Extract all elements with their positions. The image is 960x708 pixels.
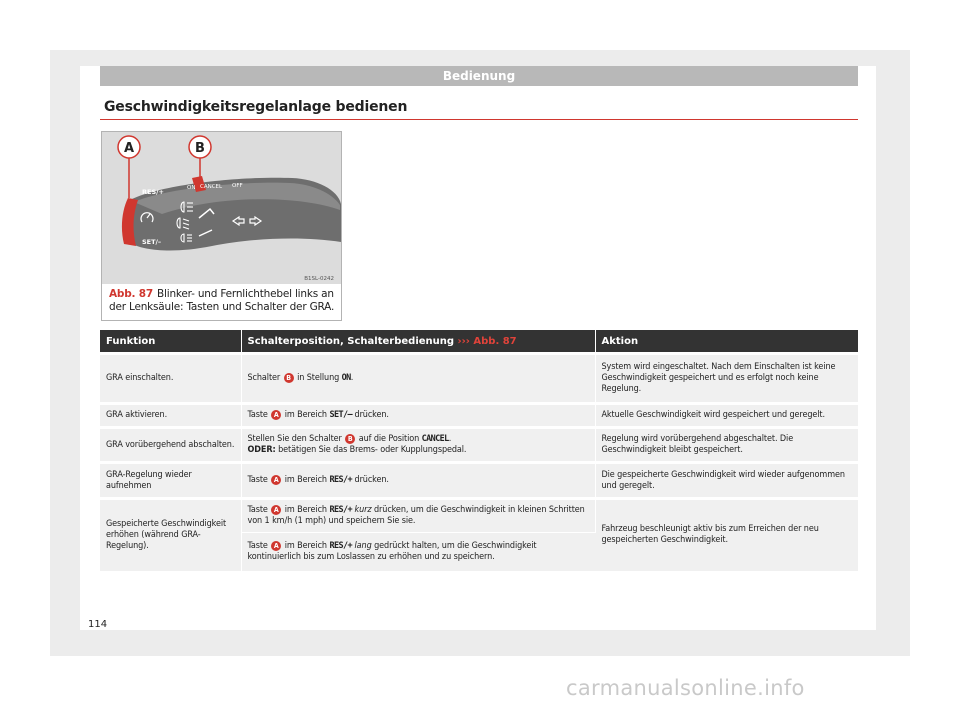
cell-schalter [241,404,595,428]
text-segment: gedrückt halten, um die Geschwindigkeit kontinuierlich bis zum Loslassen zu erhöhen und zu speichern. [247,540,537,562]
section-title: Geschwindigkeitsregelanlage bedienen [104,99,408,115]
emphasis-kurz: kurz [354,505,372,515]
callout-a-label: A [123,141,135,156]
cell-funktion: GRA aktivieren. [100,404,241,428]
text-segment: . [448,434,452,444]
lever-drawing [102,132,341,284]
cell-schalter [241,533,595,571]
figure-caption [109,288,337,314]
cell-aktion: Regelung wird vorübergehend abgeschaltet. Die Geschwindigkeit bleibt gespeichert. [595,428,858,463]
switch-b-badge: B [345,434,355,444]
text-segment: in Stellung [297,373,340,383]
lever-set-label: SET/– [142,238,162,246]
table-row [100,463,858,499]
text-segment: drücken, um die Geschwindigkeit in kleinen Schritten von 1 km/h (1 mph) und speichern Sie sie. [247,505,585,526]
display-text-res: RES/+ [329,505,353,515]
cell-funktion: GRA vorübergehend abschalten. [100,428,241,463]
watermark: carmanualsonline.info [566,676,805,700]
table-header-row [100,330,858,354]
text-segment: Stellen Sie den Schalter [247,434,342,444]
button-a-badge: A [271,475,281,485]
text-segment: drücken. [354,475,389,485]
cell-aktion: Die gespeicherte Geschwindigkeit wird wieder aufgenommen und geregelt. [595,463,858,499]
emphasis-lang: lang [354,540,372,551]
callout-b-label: B [195,141,205,156]
text-segment: im Bereich [284,410,327,420]
cell-funktion: GRA einschalten. [100,354,241,404]
table-row [100,354,858,404]
switch-off-label: OFF [232,183,243,189]
cell-schalter [241,463,595,499]
table-row [100,499,858,533]
switch-on-label: ON [187,185,196,191]
text-segment: drücken. [354,410,389,420]
text-segment: im Bereich [284,540,327,551]
text-segment: im Bereich [284,475,327,485]
cell-schalter [241,499,595,533]
display-text-cancel: CANCEL [421,434,449,444]
display-text-res: RES/+ [329,540,353,551]
cell-aktion: Aktuelle Geschwindigkeit wird gespeichert und geregelt. [595,404,858,428]
cell-aktion: Fahrzeug beschleunigt aktiv bis zum Erreichen der neu gespeicherten Geschwindigkeit. [595,499,858,571]
figure-87 [101,131,342,321]
figure-code: B1SL-0242 [304,276,334,282]
button-a-badge: A [271,410,281,420]
cell-funktion: GRA-Regelung wieder aufnehmen [100,463,241,499]
text-segment: Taste [247,410,268,420]
header-funktion: Funktion [100,330,241,354]
header-aktion: Aktion [595,330,858,354]
page-number: 114 [88,619,108,630]
switch-cancel-label: CANCEL [200,184,223,190]
button-a-badge: A [271,505,281,515]
chapter-header: Bedienung [100,66,858,86]
header-schalter-text: Schalterposition, Schalterbedienung [247,335,455,347]
text-segment: . [350,373,354,383]
text-segment: Taste [247,540,268,551]
text-segment: betätigen Sie das Brems- oder Kupplungspedal. [278,445,467,455]
cell-funktion: Gespeicherte Geschwindigkeit erhöhen (während GRA-Regelung). [100,499,241,571]
caption-text: Blinker- und Fernlichthebel links an der Lenksäule: Tasten und Schalter der GRA. [109,288,335,313]
cell-schalter [241,428,595,463]
text-segment: Taste [247,475,268,485]
header-figure-ref: ››› Abb. 87 [457,335,517,347]
button-a-badge: A [271,541,281,551]
display-text-set: SET/– [329,410,353,420]
display-text-res: RES/+ [329,475,353,485]
switch-b-badge: B [284,373,294,383]
display-text-on: ON [341,373,351,383]
lever-illustration [102,132,341,284]
header-schalter [241,330,595,354]
lever-res-label: RES/+ [142,188,164,196]
text-segment: Taste [247,505,268,515]
oder-label: ODER: [247,445,276,455]
gra-function-table [100,330,858,571]
text-segment: im Bereich [284,505,327,515]
cell-schalter [241,354,595,404]
title-rule [100,119,858,120]
caption-label: Abb. 87 [109,288,154,300]
text-segment: auf die Position [358,434,420,444]
table-row [100,428,858,463]
table-row [100,404,858,428]
cell-aktion: System wird eingeschaltet. Nach dem Einschalten ist keine Geschwindigkeit gespeichert und es erfolgt noch keine Regelung. [595,354,858,404]
text-segment: Schalter [247,373,281,383]
